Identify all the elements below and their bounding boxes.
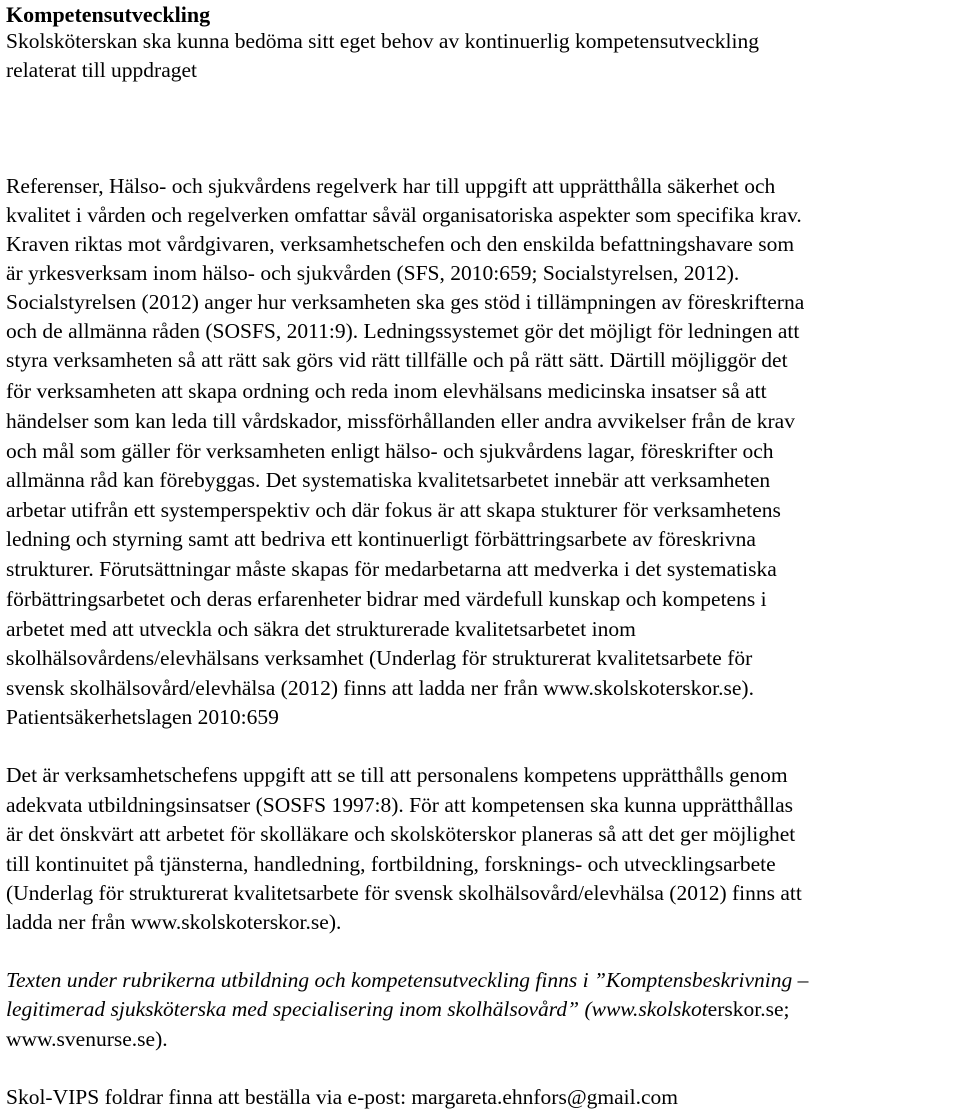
paragraph1-line: händelser som kan leda till vårdskador, missförhållanden eller andra avvikelser från de krav	[6, 409, 795, 433]
paragraph1-line: är yrkesverksam inom hälso- och sjukvården (SFS, 2010:659; Socialstyrelsen, 2012).	[6, 261, 740, 285]
paragraph2-line: adekvata utbildningsinsatser (SOSFS 1997:8). För att kompetensen ska kunna upprätthållas	[6, 793, 794, 817]
paragraph1-line: arbetet med att utveckla och säkra det strukturerade kvalitetsarbetet inom	[6, 617, 636, 641]
note-line: Texten under rubrikerna utbildning och kompetensutveckling finns i ”Komptensbeskrivning –	[6, 968, 809, 992]
paragraph1-line: förbättringsarbetet och deras erfarenheter bidrar med värdefull kunskap och kompetens i	[6, 587, 767, 611]
paragraph1-line: skolhälsovårdens/elevhälsans verksamhet (Underlag för strukturerat kvalitetsarbete för	[6, 646, 753, 670]
paragraph1-line: och mål som gäller för verksamheten enligt hälso- och sjukvårdens lagar, föreskrifter och	[6, 439, 774, 463]
contact-footer: Skol-VIPS foldrar finna att beställa via e-post: margareta.ehnfors@gmail.com	[6, 1085, 678, 1109]
paragraph1-line: svensk skolhälsovård/elevhälsa (2012) finns att ladda ner från www.skolskoterskor.se).	[6, 676, 754, 700]
paragraph1-line: och de allmänna råden (SOSFS, 2011:9). Ledningssystemet gör det möjligt för ledningen att	[6, 319, 800, 343]
note-line: www.svenurse.se).	[6, 1027, 168, 1051]
paragraph1-line: Kraven riktas mot vårdgivaren, verksamhetschefen och den enskilda befattningshavare som	[6, 232, 795, 256]
paragraph1-line: strukturer. Förutsättningar måste skapas för medarbetarna att medverka i det systematiska	[6, 557, 777, 581]
paragraph2-line: till kontinuitet på tjänsterna, handledning, fortbildning, forsknings- och utvecklingsarbete	[6, 852, 776, 876]
note-upright-text: erskor.se;	[707, 997, 790, 1021]
paragraph2-line: är det önskvärt att arbetet för skolläkare och skolsköterskor planeras så att det ger möjlighet	[6, 822, 796, 846]
paragraph2-line: (Underlag för strukturerat kvalitetsarbete för svensk skolhälsovård/elevhälsa (2012) finns att	[6, 881, 802, 905]
law-reference: Patientsäkerhetslagen 2010:659	[6, 705, 279, 729]
note-line	[6, 995, 789, 1024]
paragraph1-line: Referenser, Hälso- och sjukvårdens regelverk har till uppgift att upprätthålla säkerhet och	[6, 174, 776, 198]
heading-subtitle-line: relaterat till uppdraget	[6, 58, 198, 82]
paragraph2-line: Det är verksamhetschefens uppgift att se till att personalens kompetens upprätthålls genom	[6, 763, 788, 787]
paragraph1-line: för verksamheten att skapa ordning och reda inom elevhälsans medicinska insatser så att	[6, 379, 767, 403]
heading-subtitle-line: Skolsköterskan ska kunna bedöma sitt eget behov av kontinuerlig kompetensutveckling	[6, 29, 759, 53]
paragraph1-line: ledning och styrning samt att bedriva ett kontinuerligt förbättringsarbete av föreskrivna	[6, 527, 756, 551]
section-heading: Kompetensutveckling	[6, 2, 211, 27]
paragraph1-line: kvalitet i vården och regelverken omfattar såväl organisatoriska aspekter som specifika krav.	[6, 203, 802, 227]
note-italic-text: legitimerad sjuksköterska med specialisering inom skolhälsovård” (www.skolskot	[6, 997, 708, 1021]
paragraph1-line: arbetar utifrån ett systemperspektiv och där fokus är att skapa stukturer för verksamhetens	[6, 498, 781, 522]
paragraph1-line: Socialstyrelsen (2012) anger hur verksamheten ska ges stöd i tillämpningen av föreskrifterna	[6, 290, 805, 314]
paragraph1-line: styra verksamheten så att rätt sak görs vid rätt tillfälle och på rätt sätt. Därtill möjliggör det	[6, 348, 788, 372]
paragraph2-line: ladda ner från www.skolskoterskor.se).	[6, 910, 342, 934]
paragraph1-line: allmänna råd kan förebyggas. Det systematiska kvalitetsarbetet innebär att verksamheten	[6, 468, 771, 492]
